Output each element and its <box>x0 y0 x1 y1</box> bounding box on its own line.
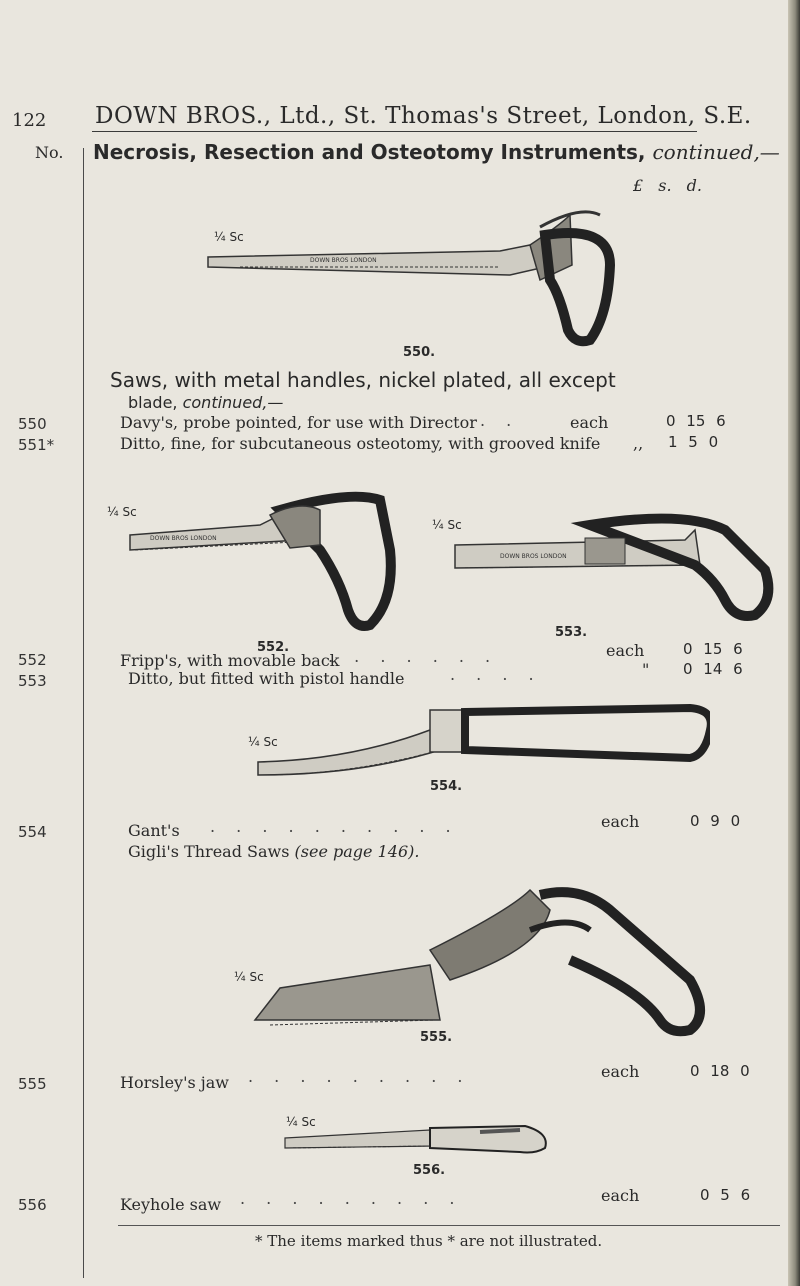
fig-556-scale: ¼ Sc <box>286 1115 316 1129</box>
gigli-reference <box>128 842 419 861</box>
leader-dots: . . . . . . . <box>328 647 499 666</box>
item-no-553: 553 <box>18 672 47 690</box>
footnote-rule <box>118 1225 780 1226</box>
fig-556-saw-illustration <box>280 1118 580 1163</box>
fig-555-scale: ¼ Sc <box>234 970 264 984</box>
item-555-unit: each <box>601 1062 640 1081</box>
fig-552-engraving: DOWN BROS LONDON <box>150 535 217 542</box>
item-552-price: 0 15 6 <box>683 640 743 658</box>
item-553-unit: " <box>642 660 650 679</box>
leader-dots: . . . . <box>450 665 542 684</box>
fig-552-scale: ¼ Sc <box>107 505 137 519</box>
item-550-price: 0 15 6 <box>666 412 726 430</box>
fig-555-caption: 555. <box>420 1030 453 1045</box>
header-rule <box>92 131 697 132</box>
item-556-unit: each <box>601 1186 640 1205</box>
item-no-555: 555 <box>18 1075 47 1093</box>
footnote: * The items marked thus * are not illustrated. <box>255 1232 603 1250</box>
saws-subheading-continued: continued,— <box>182 393 284 412</box>
item-554-unit: each <box>601 812 640 831</box>
page-edge <box>788 0 800 1286</box>
fig-554-scale: ¼ Sc <box>248 735 278 749</box>
currency-header: £ s. d. <box>633 176 702 195</box>
number-column-label: No. <box>35 143 64 162</box>
item-553-description: Ditto, but fitted with pistol handle <box>128 669 405 688</box>
fig-550-scale: ¼ Sc <box>214 230 244 244</box>
fig-552-saw-illustration <box>120 480 430 640</box>
item-551-description: Ditto, fine, for subcutaneous osteotomy, with grooved knife <box>120 434 601 453</box>
fig-550-engraving: DOWN BROS LONDON <box>310 257 377 264</box>
running-head: DOWN BROS., Ltd., St. Thomas's Street, London, S.E. <box>95 103 752 129</box>
saws-heading: Saws, with metal handles, nickel plated, all except <box>110 368 616 392</box>
fig-553-saw-illustration <box>445 490 785 630</box>
fig-554-caption: 554. <box>430 779 463 794</box>
item-554-price: 0 9 0 <box>690 812 741 830</box>
item-555-description: Horsley's jaw <box>120 1073 229 1092</box>
fig-550-saw-illustration <box>200 205 630 355</box>
fig-555-saw-illustration <box>250 870 720 1040</box>
column-rule <box>83 148 84 1278</box>
leader-dots: . . . . . . . . . . <box>210 817 459 836</box>
section-title-text: Necrosis, Resection and Osteotomy Instruments, <box>93 140 646 164</box>
item-no-552: 552 <box>18 651 47 669</box>
fig-556-caption: 556. <box>413 1163 446 1178</box>
section-title <box>93 140 780 164</box>
gigli-description: Gigli's Thread Saws <box>128 842 290 861</box>
item-no-554: 554 <box>18 823 47 841</box>
item-552-unit: each <box>606 641 645 660</box>
fig-554-saw-illustration <box>250 700 710 785</box>
saws-subheading <box>128 393 283 412</box>
fig-553-scale: ¼ Sc <box>432 518 462 532</box>
fig-552-caption: 552. <box>257 640 290 655</box>
item-555-price: 0 18 0 <box>690 1062 750 1080</box>
item-551-price: 1 5 0 <box>668 433 719 451</box>
item-556-description: Keyhole saw <box>120 1195 222 1214</box>
saws-subheading-text: blade, <box>128 393 178 412</box>
item-no-551: 551* <box>18 436 55 454</box>
leader-dots: . . <box>480 411 520 430</box>
item-551-unit: ,, <box>633 434 644 453</box>
gigli-page-reference: (see page 146). <box>294 842 420 861</box>
leader-dots: . . . . . . . . . <box>240 1189 463 1208</box>
item-552-description: Fripp's, with movable back <box>120 651 340 670</box>
fig-553-caption: 553. <box>555 625 588 640</box>
item-no-556: 556 <box>18 1196 47 1214</box>
leader-dots: . . . . . . . . . <box>248 1067 471 1086</box>
page-number: 122 <box>12 110 47 131</box>
section-title-continued: continued,— <box>652 140 780 164</box>
fig-553-engraving: DOWN BROS LONDON <box>500 553 567 560</box>
fig-550-caption: 550. <box>403 345 436 360</box>
item-553-price: 0 14 6 <box>683 660 743 678</box>
item-no-550: 550 <box>18 415 47 433</box>
item-550-description: Davy's, probe pointed, for use with Director <box>120 413 477 432</box>
item-554-description: Gant's <box>128 821 180 840</box>
item-556-price: 0 5 6 <box>700 1186 751 1204</box>
item-550-unit: each <box>570 413 609 432</box>
